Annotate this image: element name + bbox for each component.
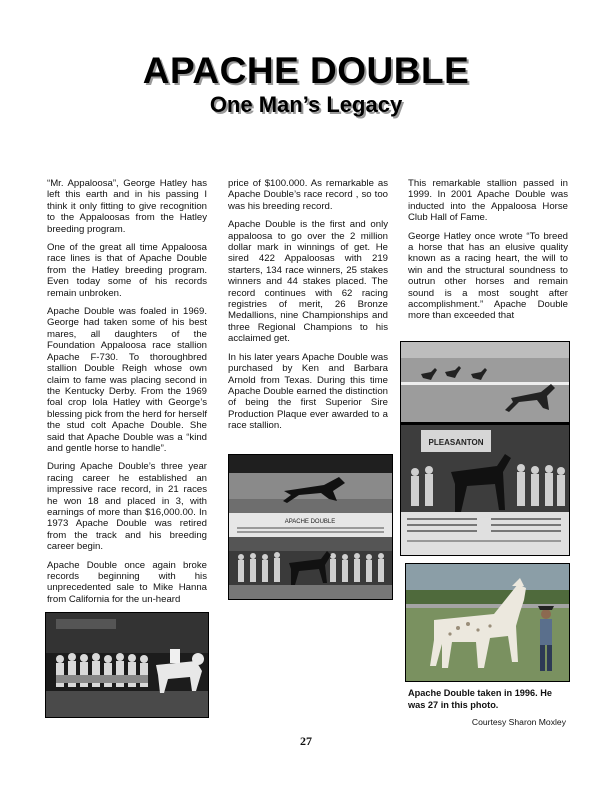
race-finish-photo xyxy=(400,341,570,556)
winners-circle-group-photo xyxy=(45,612,209,718)
page-number: 27 xyxy=(300,734,312,748)
race-win-photo-stack xyxy=(228,454,393,600)
text-column-2 xyxy=(228,178,388,439)
photo-plaque-text: APACHE DOUBLE xyxy=(284,519,336,525)
article-title: APACHE DOUBLE xyxy=(142,50,470,91)
paragraph: In his later years Apache Double was purchased by Ken and Barbara Arnold from Texas. During this time Apache Double earned the distinction of being the first Superior Sire Production Plaque ever awarded to a race stallion. xyxy=(228,351,388,432)
paragraph: This remarkable stallion passed in 1999. In 2001 Apache Double was inducted into the Appaloosa Horse Club Hall of Fame. xyxy=(408,178,568,224)
apache-double-1996-photo xyxy=(405,563,570,682)
race-win-photo-art xyxy=(229,455,392,599)
paragraph: Apache Double once again broke records beginning with his unprecedented sale to Mike Hanna from California for the un-heard xyxy=(47,559,207,605)
photo-caption: Apache Double taken in 1996. He was 27 in this photo. xyxy=(408,688,552,710)
paragraph: price of $100.000. As remarkable as Apache Double’s race record , so too was his breeding record. xyxy=(228,178,388,212)
paragraph: One of the great all time Appaloosa race lines is that of Apache Double from the Hatley breeding program. Even today some of his records remain unbroken. xyxy=(47,242,207,299)
article-subtitle: One Man’s Legacy xyxy=(209,92,403,117)
paragraph: “Mr. Appaloosa”, George Hatley has left this earth and in his passing I think it only fitting to give recognition to the Appaloosas from the Hatley breeding program. xyxy=(47,178,207,235)
text-column-3 xyxy=(408,178,568,329)
photo-board-text: PLEASANTON xyxy=(428,438,484,447)
text-column-1 xyxy=(47,178,207,612)
paragraph: Apache Double was foaled in 1969. George had taken some of his best mares, all daughters of the Foundation Appaloosa race stallion Apache F-730. To thoroughbred stallion Double Reigh whose own claim to fame was placing second in the Kentucky Derby. From the 1969 foal crop Iola Hatley with George’s blessing pick from the herd for herself the stud colt Apache Double. She said that Apache Double was a “kind and gentle horse to handle”. xyxy=(47,306,207,454)
paragraph: George Hatley once wrote “To breed a horse that has an elusive quality known as a racing heart, the will to win and the structural soundness to outrun other horses and remain sound is a most sought after accomplishment.” Apache Double more than exceeded that xyxy=(408,230,568,322)
apache-double-1996-photo-art xyxy=(406,564,569,681)
winners-circle-group-photo-art xyxy=(46,613,208,717)
photo-credit: Courtesy Sharon Moxley xyxy=(471,717,566,727)
race-finish-photo-art xyxy=(401,342,569,555)
paragraph: During Apache Double’s three year racing career he established an impressive race record, in 21 races he won 18 and placed in 3, with earnings of more than $16,000.00. In 1973 Apache Double was retired from the track and his breeding career begin. xyxy=(47,461,207,553)
paragraph: Apache Double is the first and only appaloosa to go over the 2 million dollar mark in winnings of get. He sired 422 Appaloosas with 219 starters, 134 race winners, 25 stakes winners and 44 stakes placed. The record continues with 62 racing registries of merit, 26 Bronze Medallions, nine Championships and three Regional Champions to his acclaimed get. xyxy=(228,219,388,345)
